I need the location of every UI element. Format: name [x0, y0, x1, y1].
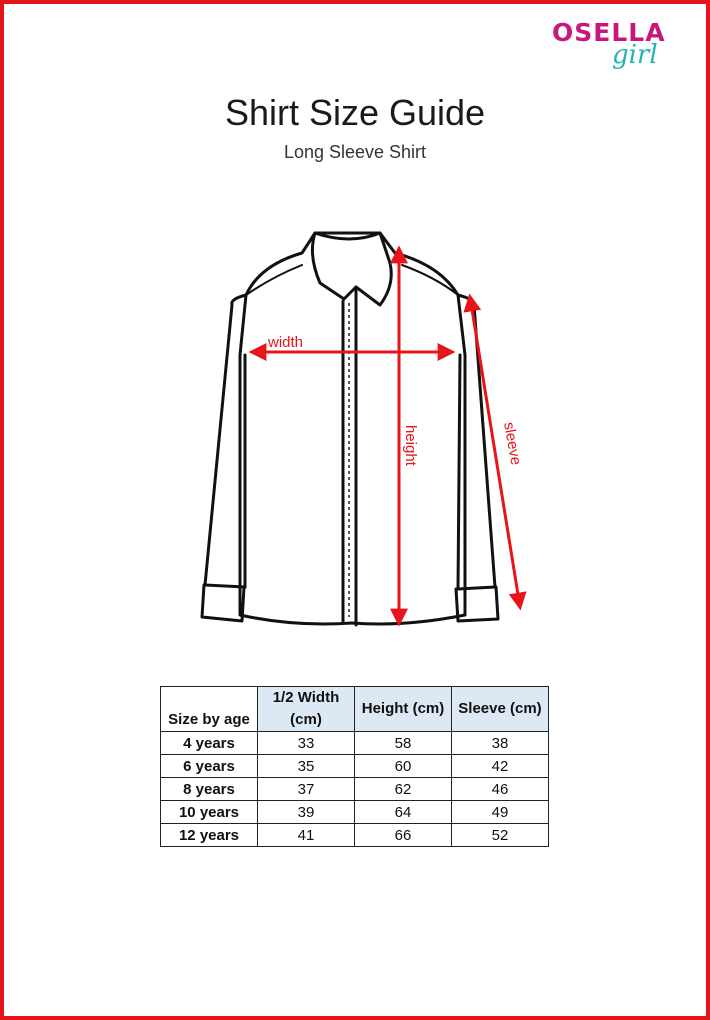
width-cell: 37 — [258, 778, 355, 801]
header-height: Height (cm) — [355, 687, 452, 732]
header-sleeve: Sleeve (cm) — [452, 687, 549, 732]
width-label: width — [268, 334, 304, 351]
table-row — [161, 732, 549, 755]
age-cell: 4 years — [161, 732, 258, 755]
width-cell: 33 — [258, 732, 355, 755]
age-cell: 6 years — [161, 755, 258, 778]
table-row — [161, 778, 549, 801]
measure-arrows — [252, 249, 520, 623]
height-label: height — [402, 425, 419, 466]
sleeve-cell: 38 — [452, 732, 549, 755]
sleeve-label: sleeve — [500, 420, 525, 467]
page-title: Shirt Size Guide — [224, 92, 486, 133]
header-size-by-age: Size by age — [161, 687, 258, 732]
height-cell: 58 — [355, 732, 452, 755]
width-cell: 41 — [258, 824, 355, 847]
height-cell: 66 — [355, 824, 452, 847]
header-half-width: 1/2 Width (cm) — [258, 687, 355, 732]
table-header-row — [161, 687, 549, 732]
sleeve-cell: 52 — [452, 824, 549, 847]
sleeve-cell: 46 — [452, 778, 549, 801]
table-row — [161, 801, 549, 824]
height-cell: 60 — [355, 755, 452, 778]
sleeve-cell: 42 — [452, 755, 549, 778]
table-row — [161, 755, 549, 778]
page-subtitle: Long Sleeve Shirt — [283, 142, 427, 162]
brand-logo — [552, 14, 692, 74]
brand-tagline: girl — [612, 40, 658, 70]
height-cell: 62 — [355, 778, 452, 801]
height-cell: 64 — [355, 801, 452, 824]
shirt-outline — [202, 233, 498, 625]
table-row — [161, 824, 549, 847]
shirt-diagram — [190, 225, 540, 635]
age-cell: 12 years — [161, 824, 258, 847]
sleeve-cell: 49 — [452, 801, 549, 824]
age-cell: 10 years — [161, 801, 258, 824]
width-cell: 39 — [258, 801, 355, 824]
brand-name: OSELLA — [552, 18, 666, 47]
age-cell: 8 years — [161, 778, 258, 801]
size-table — [160, 686, 549, 847]
width-cell: 35 — [258, 755, 355, 778]
